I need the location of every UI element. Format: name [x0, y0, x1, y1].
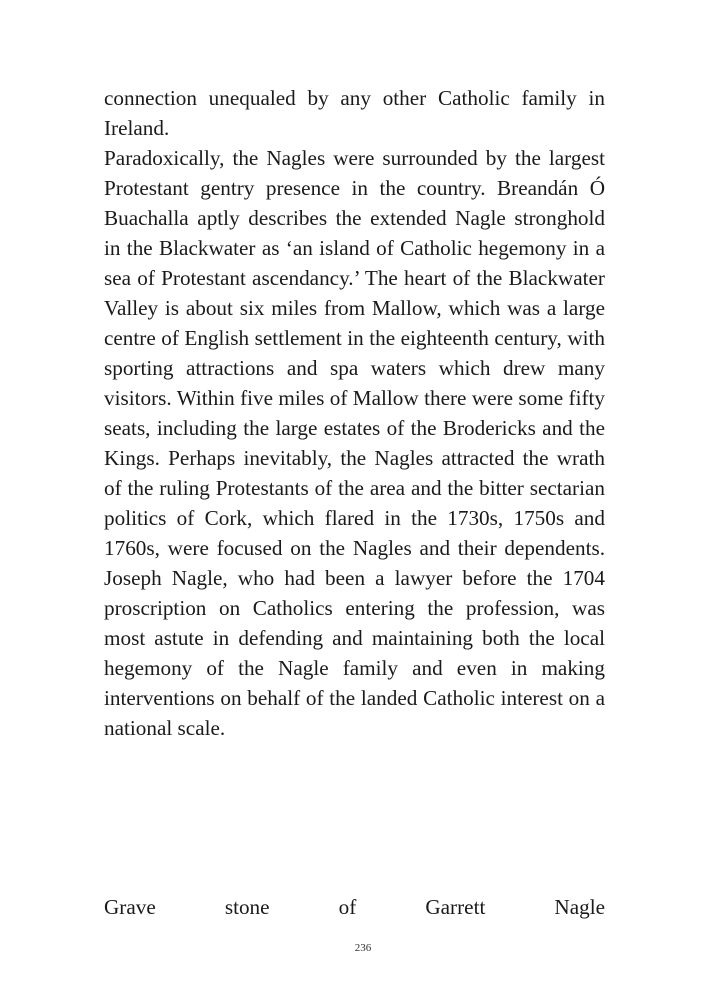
caption-word: of: [338, 895, 357, 919]
body-text: [104, 83, 605, 743]
caption-word: Nagle: [554, 895, 605, 919]
caption-word: Garrett: [425, 895, 486, 919]
page-number: 236: [354, 942, 372, 954]
caption-word: Grave: [104, 895, 156, 919]
caption-word: stone: [224, 895, 270, 919]
paragraph-nagles-protestant-gentry: Paradoxically, the Nagles were surrounded by the largest Protestant gentry presence in the country. Breandán Ó Buachalla aptly describes the extended Nagle stronghold in the Blackwater as ‘an island of Catholic hegemony in a sea of Protestant ascendancy.’ The heart of the Blackwater Valley is about six miles from Mallow, which was a large centre of English settlement in the eighteenth century, with sporting attractions and spa waters which drew many visitors. Within five miles of Mallow there were some fifty seats, including the large estates of the Brodericks and the Kings. Perhaps inevitably, the Nagles attracted the wrath of the ruling Protestants of the area and the bitter sectarian politics of Cork, which flared in the 1730s, 1750s and 1760s, were focused on the Nagles and their dependents. Joseph Nagle, who had been a lawyer before the 1704 proscription on Catholics entering the profession, was most astute in defending and maintaining both the local hegemony of the Nagle family and even in making interventions on behalf of the landed Catholic interest on a national scale.: [104, 146, 605, 740]
image-caption: [104, 892, 605, 922]
paragraph-continuation: connection unequaled by any other Catholic family in Ireland.: [104, 86, 605, 140]
